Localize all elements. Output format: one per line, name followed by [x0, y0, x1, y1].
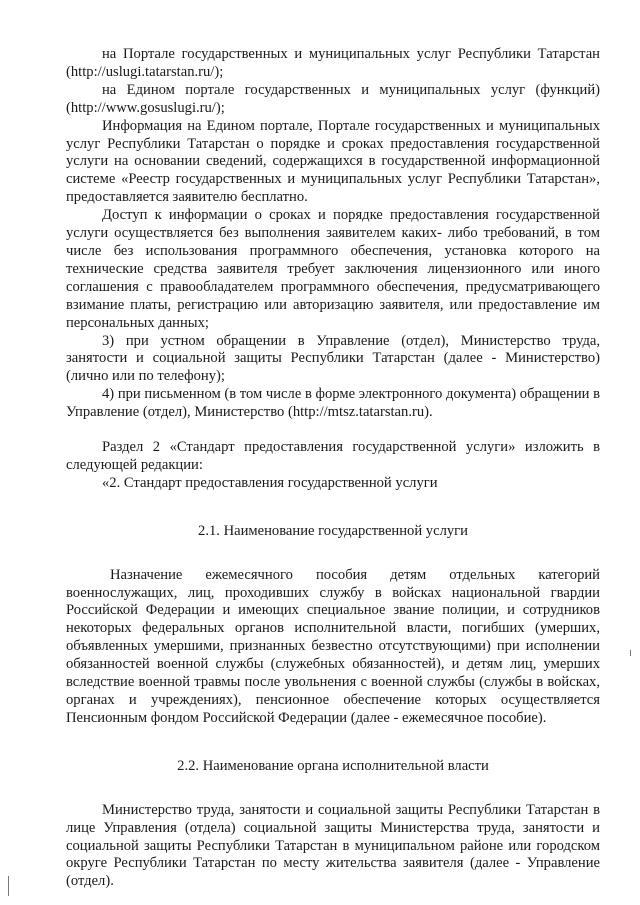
document-body — [66, 46, 600, 891]
paragraph-information: Информация на Едином портале, Портале государственных и муниципальных услуг Республики Татарстан о порядке и сроках предоставления государственной услуги на основании сведений, содержащихся в государственной информационной системе «Реестр государственных и муниципальных услуг Республики Татарстан», предоставляется заявителю бесплатно. — [66, 117, 600, 206]
scan-edge-mark — [8, 876, 9, 896]
paragraph-authority-name: Министерство труда, занятости и социальной защиты Республики Татарстан в лице Управления (отдела) социальной защиты Министерства труда, занятости и социальной защиты Республики Татарстан в муниципальном районе или городском округе Республики Татарстан по месту жительства заявителя (далее - Управление (отдел). — [66, 801, 600, 890]
heading-authority-name: 2.2. Наименование органа исполнительной власти — [177, 757, 489, 774]
scan-edge-mark — [630, 650, 631, 656]
paragraph-service-name: Назначение ежемесячного пособия детям отдельных категорий военнослужащих, лиц, проходивших службу в войсках национальной гвардии Российской Федерации и имеющих специальное звание полиции, и сотрудников некоторых федеральных органов исполнительной власти, погибших (умерших, объявленных умершими, признанных безвестно отсутствующими) при исполнении обязанностей военной службы (служебных обязанностей), и детям лиц, умерших вследствие военной травмы после увольнения с военной службы (службы в войсках, органах и учреждениях), пенсионное обеспечение которых осуществляется Пенсионным фондом Российской Федерации (далее - ежемесячное пособие). — [66, 566, 600, 726]
paragraph-portal-rt: на Портале государственных и муниципальных услуг Республики Татарстан (http://uslugi.tatarstan.ru/); — [66, 46, 600, 80]
paragraph-section-title: «2. Стандарт предоставления государственной услуги — [102, 474, 438, 491]
paragraph-oral-request: 3) при устном обращении в Управление (отдел), Министерство труда, занятости и социальной защиты Республики Татарстан (далее - Министерство) (лично или по телефону); — [66, 332, 600, 385]
paragraph-section-change: Раздел 2 «Стандарт предоставления государственной услуги» изложить в следующей редакции: — [66, 439, 600, 473]
heading-service-name: 2.1. Наименование государственной услуги — [198, 522, 468, 539]
paragraph-access: Доступ к информации о сроках и порядке предоставления государственной услуги осуществляется без выполнения заявителем каких- либо требований, в том числе без использования программного обеспечения, установка которого на технические средства заявителя требует заключения лицензионного или иного соглашения с правообладателем программного обеспечения, предусматривающего взимание платы, регистрацию или авторизацию заявителя, или предоставление им персональных данных; — [66, 207, 600, 331]
paragraph-unified-portal: на Едином портале государственных и муниципальных услуг (функций) (http://www.gosuslugi.ru/); — [66, 81, 600, 116]
paragraph-written-request: 4) при письменном (в том числе в форме электронного документа) обращении в Управление (отдел), Министерство (http://mtsz.tatarstan.ru). — [66, 386, 600, 421]
